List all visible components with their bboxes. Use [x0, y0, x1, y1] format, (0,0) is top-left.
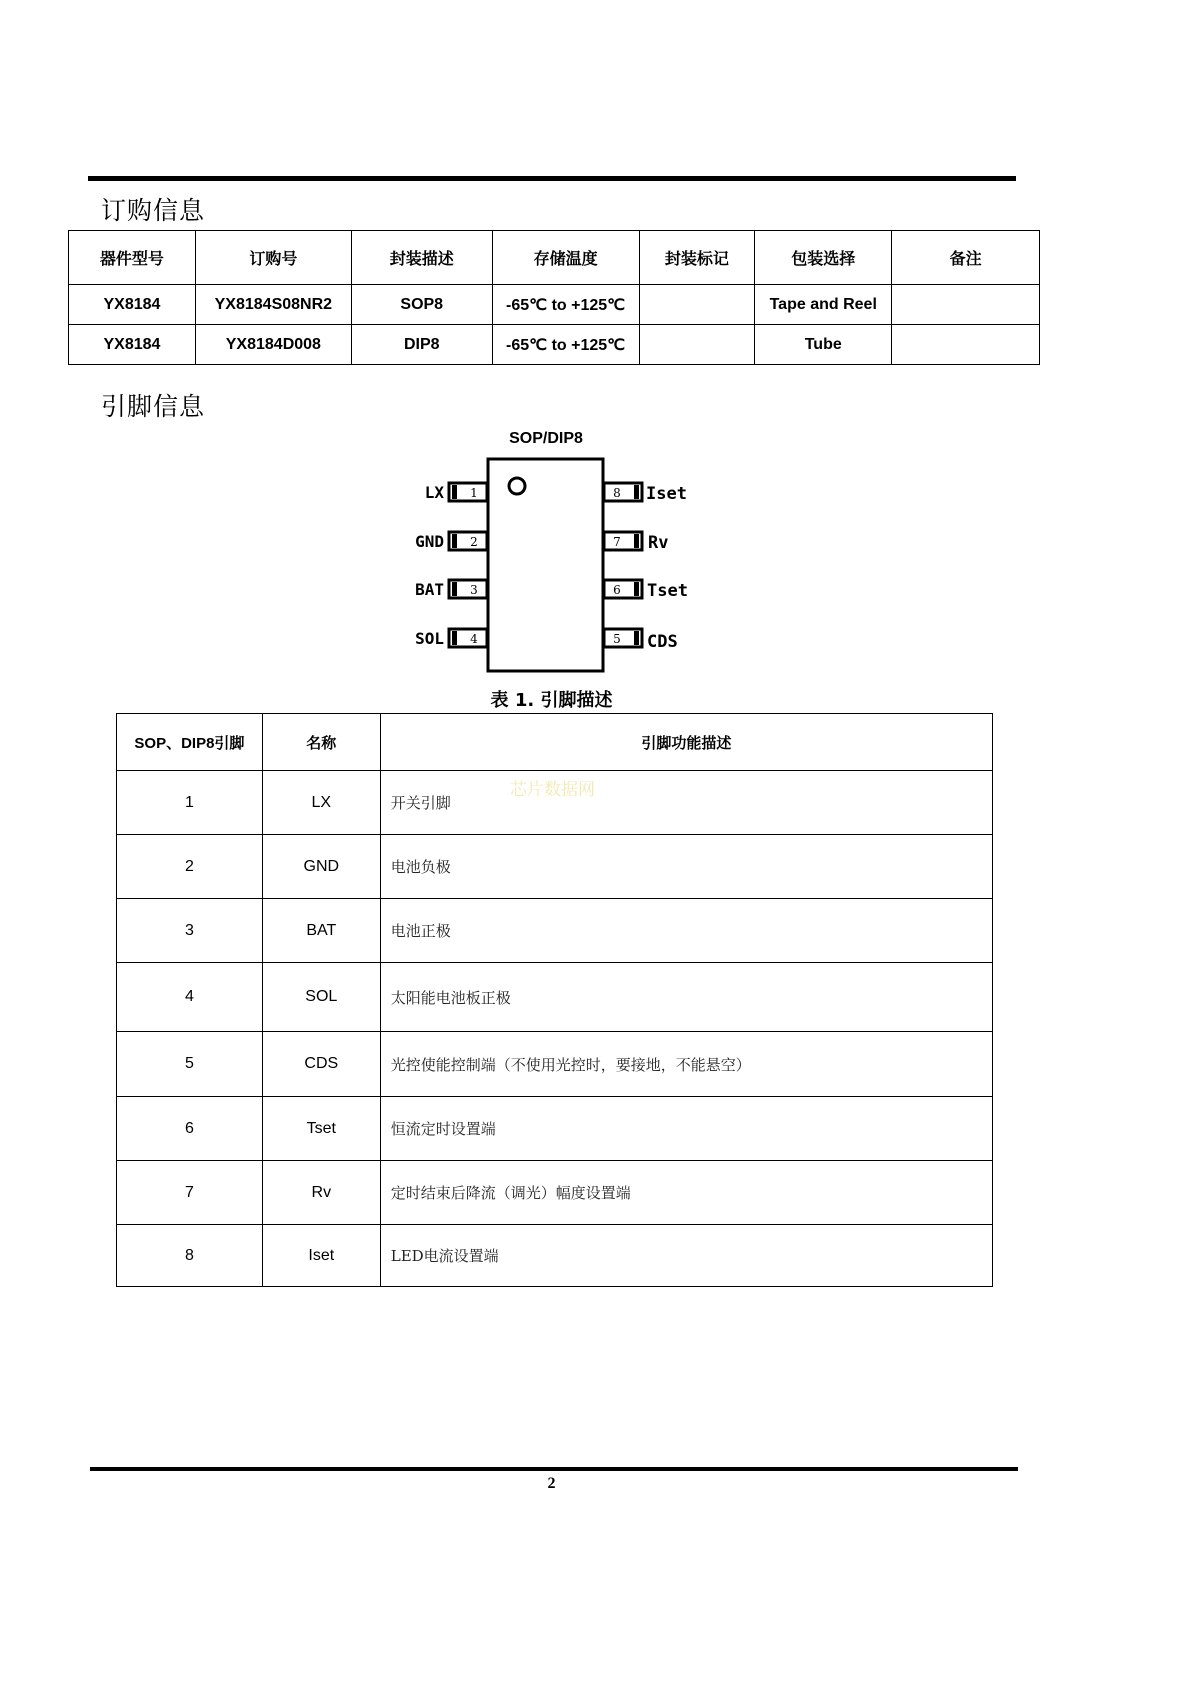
pin-name-cell: BAT	[262, 899, 380, 963]
left-pin-4	[415, 629, 487, 648]
pin-number: 7	[613, 535, 621, 549]
left-pin-1	[425, 483, 487, 502]
pin-number-cell: 7	[117, 1161, 263, 1225]
cell-temp: -65℃ to +125℃	[492, 285, 639, 325]
table-row	[117, 835, 993, 899]
header-cell: 封装描述	[351, 231, 492, 285]
header-cell: 器件型号	[69, 231, 196, 285]
cell-marking	[639, 325, 755, 365]
package-title: SOP/DIP8	[509, 430, 583, 447]
chip-body	[488, 459, 603, 671]
cell-order-no: YX8184D008	[195, 325, 351, 365]
header-cell: 备注	[892, 231, 1040, 285]
pin-number-cell: 2	[117, 835, 263, 899]
pin-label: GND	[415, 532, 444, 551]
right-pin-5	[604, 629, 678, 652]
cell-package: DIP8	[351, 325, 492, 365]
header-cell: 包装选择	[755, 231, 892, 285]
ordering-table	[68, 230, 1040, 365]
package-pinout-diagram	[400, 422, 710, 682]
table-row	[117, 1225, 993, 1287]
header-cell: 订购号	[195, 231, 351, 285]
table-row	[69, 325, 1040, 365]
pin-name-cell: SOL	[262, 963, 380, 1032]
top-rule	[88, 176, 1016, 181]
pin-desc-cell: 太阳能电池板正极	[380, 963, 992, 1032]
cell-order-no: YX8184S08NR2	[195, 285, 351, 325]
pin-number-cell: 5	[117, 1032, 263, 1097]
pin-number: 2	[470, 535, 478, 549]
table-row	[117, 963, 993, 1032]
pin-desc-cell: 恒流定时设置端	[380, 1097, 992, 1161]
pin-name-cell: CDS	[262, 1032, 380, 1097]
pin-label: Rv	[648, 533, 669, 553]
pin-name-cell: GND	[262, 835, 380, 899]
table-row	[69, 285, 1040, 325]
table-row	[117, 1161, 993, 1225]
pin-label: LX	[424, 483, 444, 502]
cell-device: YX8184	[69, 325, 196, 365]
pin-name-cell: LX	[262, 771, 380, 835]
bottom-rule	[90, 1467, 1018, 1471]
table-row	[117, 1097, 993, 1161]
cell-marking	[639, 285, 755, 325]
right-pin-7	[604, 532, 668, 553]
pin-number: 8	[613, 486, 621, 500]
cell-package: SOP8	[351, 285, 492, 325]
right-pin-6	[604, 580, 688, 601]
pin-number-cell: 3	[117, 899, 263, 963]
watermark: 芯片数据网	[510, 780, 595, 800]
cell-temp: -65℃ to +125℃	[492, 325, 639, 365]
right-pin-8	[604, 483, 687, 504]
pin-label: SOL	[415, 629, 444, 648]
pin-table-header	[117, 714, 993, 771]
pin-number-cell: 8	[117, 1225, 263, 1287]
left-pin-3	[415, 580, 487, 599]
cell-packing: Tube	[755, 325, 892, 365]
pin-number: 1	[470, 486, 478, 500]
pin-number: 3	[470, 583, 478, 597]
ordering-info-heading: 订购信息	[101, 196, 206, 225]
header-cell: 封装标记	[639, 231, 755, 285]
header-cell: SOP、DIP8引脚	[117, 714, 263, 771]
pin-number-cell: 6	[117, 1097, 263, 1161]
pin-name-cell: Iset	[262, 1225, 380, 1287]
header-cell: 存储温度	[492, 231, 639, 285]
pin-label: Iset	[646, 484, 687, 504]
pin-number-cell: 1	[117, 771, 263, 835]
left-pin-2	[415, 532, 487, 551]
ordering-table-header	[69, 231, 1040, 285]
pin-desc-cell: LED电流设置端	[380, 1225, 992, 1287]
page-number: 2	[547, 1475, 556, 1492]
pin-label: Tset	[647, 581, 688, 601]
pin-name-cell: Rv	[262, 1161, 380, 1225]
table-row	[117, 1032, 993, 1097]
cell-device: YX8184	[69, 285, 196, 325]
header-cell: 引脚功能描述	[380, 714, 992, 771]
cell-notes	[892, 325, 1040, 365]
pin-desc-cell: 电池正极	[380, 899, 992, 963]
pin-label: CDS	[647, 632, 678, 652]
table-row	[117, 899, 993, 963]
pin-desc-cell: 光控使能控制端（不使用光控时，要接地，不能悬空）	[380, 1032, 992, 1097]
pin-label: BAT	[415, 580, 444, 599]
pin-number: 6	[613, 583, 621, 597]
pin-desc-cell: 定时结束后降流（调光）幅度设置端	[380, 1161, 992, 1225]
pin-number: 4	[470, 632, 478, 646]
header-cell: 名称	[262, 714, 380, 771]
cell-packing: Tape and Reel	[755, 285, 892, 325]
cell-notes	[892, 285, 1040, 325]
pin-number-cell: 4	[117, 963, 263, 1032]
table-caption: 表 1. 引脚描述	[490, 690, 613, 711]
pin-info-heading: 引脚信息	[101, 392, 206, 421]
pin-desc-cell: 电池负极	[380, 835, 992, 899]
pin-number: 5	[613, 632, 621, 646]
pin-name-cell: Tset	[262, 1097, 380, 1161]
pin-desc-cell: 开关引脚	[380, 771, 992, 835]
